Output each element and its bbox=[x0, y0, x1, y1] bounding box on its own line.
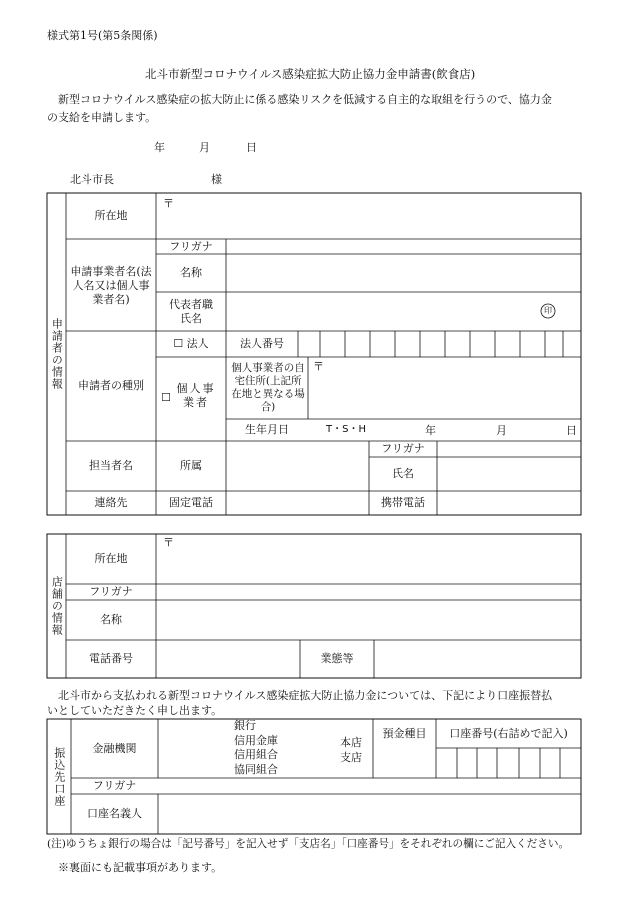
holder-furigana-field[interactable] bbox=[158, 778, 581, 794]
deposit-type-label: 預金種目 bbox=[382, 726, 427, 740]
institution-type-bank[interactable]: 銀行 bbox=[234, 719, 256, 732]
account-holder-field[interactable] bbox=[158, 794, 581, 834]
branch-type-head[interactable]: 本店 bbox=[340, 736, 362, 749]
deposit-type-field[interactable] bbox=[373, 748, 436, 778]
representative-field[interactable] bbox=[226, 292, 536, 331]
institution-type-shinkumi[interactable]: 信用組合 bbox=[234, 748, 278, 761]
applicant-postal-mark: 〒 bbox=[163, 197, 174, 210]
corporation-option[interactable]: ☐ 法人 bbox=[173, 337, 209, 351]
business-type-label: 業態等 bbox=[320, 652, 354, 666]
holder-furigana-label: フリガナ bbox=[92, 779, 137, 793]
person-furigana-field[interactable] bbox=[437, 441, 581, 457]
account-number-label: 口座番号(右詰めで記入) bbox=[449, 726, 568, 740]
contact-person-label: 担当者名 bbox=[89, 459, 133, 473]
reverse-note: ※裏面にも記載事項があります。 bbox=[58, 861, 223, 874]
era-options[interactable]: T・S・H bbox=[326, 424, 366, 435]
business-furigana-field[interactable] bbox=[226, 239, 581, 254]
date-year: 年 bbox=[154, 141, 165, 154]
seal-mark: 印 bbox=[544, 306, 552, 315]
bank-section-label: 振込先口座 bbox=[52, 746, 66, 807]
store-address-label: 所在地 bbox=[94, 552, 128, 566]
corporate-number-label: 法人番号 bbox=[240, 337, 284, 351]
institution-type-shinkin[interactable]: 信用金庫 bbox=[234, 733, 278, 747]
individual-checkbox[interactable]: ☐ bbox=[161, 391, 171, 405]
applicant-type-label: 申請者の種別 bbox=[78, 379, 144, 393]
date-day: 日 bbox=[246, 141, 257, 154]
business-name-field-label: 名称 bbox=[180, 266, 202, 280]
applicant-address-field[interactable] bbox=[172, 199, 577, 235]
mobile-field[interactable] bbox=[437, 491, 581, 515]
form-number: 様式第1号(第5条関係) bbox=[47, 29, 158, 42]
store-furigana-field[interactable] bbox=[156, 584, 581, 600]
store-phone-label: 電話番号 bbox=[89, 652, 133, 666]
representative-label: 代表者職氏名 bbox=[169, 297, 213, 325]
individual-postal-mark: 〒 bbox=[313, 360, 324, 373]
store-postal-mark: 〒 bbox=[163, 536, 174, 549]
person-name-field[interactable] bbox=[437, 457, 581, 491]
applicant-section-label: 申請者の情報 bbox=[50, 318, 64, 390]
individual-address-label: 個人事業者の自宅住所(上記所在地と異なる場合) bbox=[231, 361, 305, 414]
business-name-label: 申請事業者名(法人名又は個人事業者名) bbox=[70, 265, 152, 306]
contact-label: 連絡先 bbox=[94, 496, 128, 510]
bank-institution-types[interactable] bbox=[234, 719, 278, 777]
individual-address-field[interactable] bbox=[322, 362, 577, 414]
person-furigana-label: フリガナ bbox=[381, 442, 425, 456]
affiliation-label: 所属 bbox=[180, 459, 202, 473]
individual-option-label: 個人事業者 bbox=[176, 382, 216, 409]
applicant-address-label: 所在地 bbox=[94, 209, 128, 223]
landline-field[interactable] bbox=[226, 491, 369, 515]
business-name-field[interactable] bbox=[226, 254, 581, 292]
branch-type-branch[interactable]: 支店 bbox=[340, 751, 362, 764]
institution-type-kyodo[interactable]: 協同組合 bbox=[234, 762, 278, 776]
store-name-field[interactable] bbox=[156, 600, 581, 640]
intro-line-2: の支給を申請します。 bbox=[47, 111, 157, 124]
store-furigana-label: フリガナ bbox=[89, 585, 133, 599]
store-phone-field[interactable] bbox=[156, 640, 300, 678]
affiliation-field[interactable] bbox=[226, 441, 369, 491]
bank-branch-types[interactable] bbox=[340, 735, 362, 765]
date-month: 月 bbox=[199, 141, 210, 154]
birthdate-label: 生年月日 bbox=[245, 423, 289, 437]
store-name-label: 名称 bbox=[100, 613, 122, 627]
form-title: 北斗市新型コロナウイルス感染症拡大防止協力金申請書(飲食店) bbox=[145, 67, 476, 81]
addressee-name: 北斗市長 bbox=[70, 173, 114, 186]
store-section-label: 店舗の情報 bbox=[50, 576, 64, 636]
store-address-field[interactable] bbox=[172, 538, 577, 580]
transfer-line-1: 北斗市から支払われる新型コロナウイルス感染症拡大防止協力金については、下記により口座振替払 bbox=[58, 689, 553, 702]
mobile-label: 携帯電話 bbox=[381, 496, 425, 510]
transfer-line-2: いとしていただきたく申し出ます。 bbox=[47, 704, 223, 717]
landline-label: 固定電話 bbox=[169, 496, 213, 510]
person-name-label: 氏名 bbox=[392, 467, 414, 481]
addressee-honorific: 様 bbox=[211, 173, 222, 186]
yucho-note: (注)ゆうちょ銀行の場合は「記号番号」を記入せず「支店名」「口座番号」をそれぞれの欄にご記入ください。 bbox=[47, 838, 570, 850]
account-holder-label: 口座名義人 bbox=[87, 807, 142, 821]
birth-year: 年 bbox=[425, 424, 436, 437]
birth-day: 日 bbox=[566, 424, 577, 437]
intro-line-1: 新型コロナウイルス感染症の拡大防止に係る感染リスクを低減する自主的な取組を行うので、協力金 bbox=[58, 93, 552, 106]
business-furigana-label: フリガナ bbox=[169, 239, 213, 253]
bank-institution-label: 金融機関 bbox=[92, 741, 137, 755]
business-type-field[interactable] bbox=[374, 640, 581, 678]
birth-month: 月 bbox=[496, 424, 507, 437]
